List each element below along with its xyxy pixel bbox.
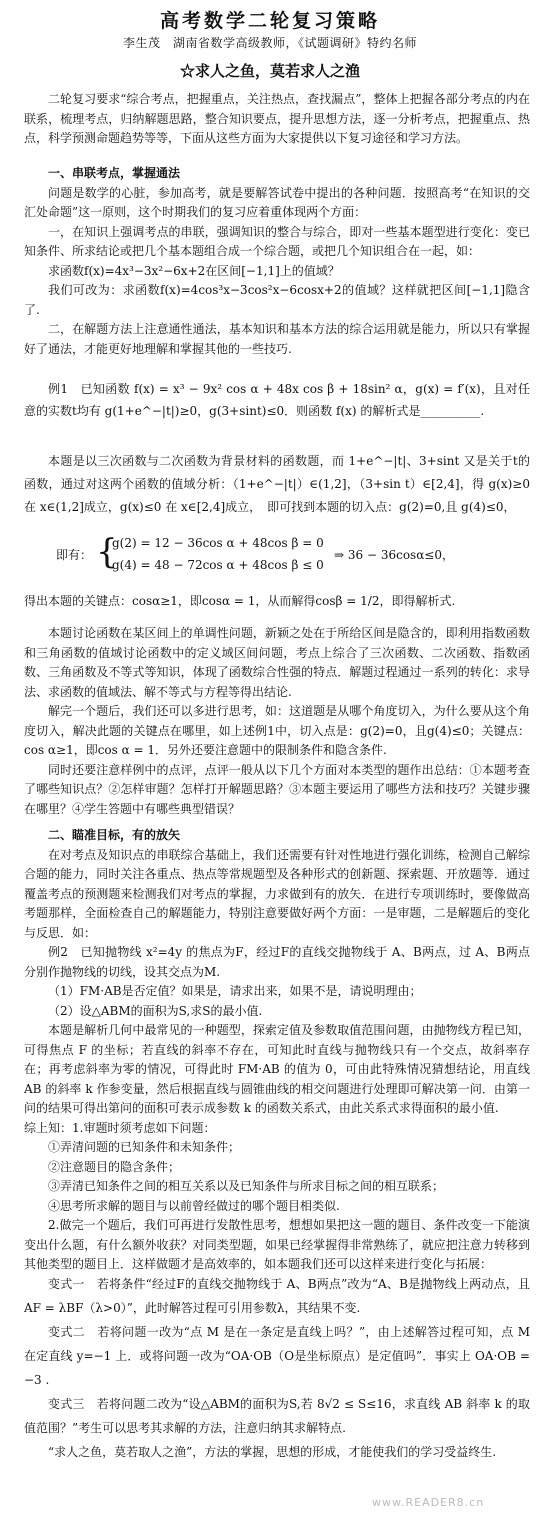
section-1: 一、串联考点，掌握通法 问题是数学的心脏，参加高考，就是要解答试卷中提出的各种问题．按照高考“在知识的交汇处命题”这一原则，这个时期我们的复习应着重体现两个方面： 一，在知识上强调考点的串联，强调知识的整合与综合，即对一些基本题型进行变化：变已知条件、所求结论或把几个基本题组合成一个综合题，或把几个知识组合在一起，如： 求函数f(x)=4x³−3x²−6x+2在区间[−1,1]上的值域？ 我们可改为：求函数f(x)=4cos³x−3cos²x−6cosx+2的值域？这样就把区间[−1,1]隐含了. 二，在解题方法上注意通性通法，基本知识和基本方法的综合运用就是能力，所以只有掌握好了通法，才能更好地理解和掌握其他的一些技巧. bbox=[24, 166, 530, 356]
equation-system: 即有： { g(2) = 12 − 36cos α + 48cos β = 0 g(4) = 48 − 72cos α + 48cos β ≤ 0 ⇒ 36 − 36cosα≤0， bbox=[56, 532, 454, 572]
example-1 bbox=[24, 378, 530, 422]
example-2-statement: 例2 已知抛物线 x²=4y 的焦点为F，经过F的直线交抛物线于 A、B两点，过 A、B两点分别作抛物线的切线，设其交点为M. bbox=[24, 945, 530, 979]
example-1-statement: 例1 已知函数 f(x) = x³ − 9x² cos α + 48x cos β + 18sin² α，g(x) = f′(x)，且对任意的实数t均有 g(1+e^−|t|)≥0，g(3+sint)≤0．则函数 f(x) 的解析式是__________. bbox=[24, 382, 530, 418]
closing-paragraph: “求人之鱼，莫若取人之渔”，方法的掌握，思想的形成，才能使我们的学习受益终生. bbox=[48, 1445, 497, 1459]
site-watermark: www.READER8.cn bbox=[372, 1496, 485, 1509]
variation-3: 变式三 若将问题二改为“设△ABM的面积为S,若 8√2 ≤ S≤16，求直线 AB 斜率 k 的取值范围？”考生可以思考其求解的方法，注意归纳其求解特点. bbox=[24, 1397, 530, 1435]
section-2: 二、瞄准目标，有的放矢 在对考点及知识点的串联综合基础上，我们还需要有针对性地进行强化训练，检测自己解综合题的能力，同时关注各重点、热点等常规题型及各种形式的创新题、探索题、开放题等．通过覆盖考点的预测题来检测我们对考点的掌握，力求做到有的放矢．在进行专项训练时，要像做高考题那样，全面检查自己的解题能力，特别注意要做好两个方面：一是审题，二是解题后的变化与反思．如： 例2 已知抛物线 x²=4y 的焦点为F，经过F的直线交抛物线于 A、B两点，过 A、B两点分别作抛物线的切线，设其交点为M. （1）FM·AB是否定值？如果是，请求出来，如果不是，请说明理由； （2）设△ABM的面积为S,求S的最小值. 本题是解析几何中最常见的一种题型，探索定值及参数取值范围问题，由抛物线方程已知，可得焦点 F 的坐标；若直线的斜率不存在，可知此时直线与抛物线只有一个交点，故斜率存在；再考虑斜率为零的情况，可得此时 FM·AB 的值为 0，可由此特殊情况猜想结论，用直线 AB 的斜率 k 作参变量，然后根据直线与圆锥曲线的相交问题进行处理即可解决第一问．由第一问的结果可得出第问的面积可表示成参数 k 的函数关系式，由此关系式求得面积的最小值. 综上知：1.审题时须考虑如下问题： ①弄清问题的已知条件和未知条件； ②注意题目的隐含条件； ③弄清已知条件之间的相互关系以及已知条件与所求目标之间的相互联系； ④思考所求解的题目与以前曾经做过的哪个题目相类似. 2.做完一个题后，我们可再进行发散性思考，想想如果把这一题的题目、条件改变一下能演变出什么题，有什么额外收获？对同类型题，如果已经掌握得非常熟练了，就应把注意力转移到其他类型的题目上．这样做题才是高效率的，如本题我们还可以这样来进行变化与拓展： bbox=[24, 828, 530, 1271]
example-1-key-point: 得出本题的关键点：cosα≥1，即cosα = 1，从而解得cosβ = 1/2，即得解析式. bbox=[24, 594, 456, 608]
section-1-heading: 一、串联考点，掌握通法 bbox=[48, 166, 181, 180]
author-byline: 李生茂 湖南省数学高级教师，《试题调研》特约名师 bbox=[122, 36, 417, 50]
system-brace: { bbox=[96, 532, 118, 572]
intro-paragraph: 二轮复习要求“综合考点，把握重点，关注热点，查找漏点”，整体上把握各部分考点的内在联系，梳理考点，归纳解题思路，整合知识要点，提升思想方法，逐一分析考点，把握重点、热点，科学预测命题趋势等等，下面从这些方面为大家提供以下复习途径和学习方法。 bbox=[24, 92, 530, 145]
example-1-analysis: 本题是以三次函数与二次函数为背景材料的函数题，而 1+e^−|t|、3+sint 又是关于t的函数，通过对这两个函数的值域分析：（1+e^−|t|）∈(1,2]，（3+sin t）∈[2,4]，得 g(x)≥0 在 x∈(1,2]成立，g(x)≤0 在 x∈[2,4]成立， 即可找到本题的切入点：g(2)=0,且 g(4)≤0， bbox=[24, 454, 530, 514]
variations bbox=[24, 1272, 530, 1464]
motto-heading: ☆求人之鱼，莫若求人之渔 bbox=[179, 62, 360, 80]
document-title: 高考数学二轮复习策略 bbox=[159, 10, 380, 32]
variation-1: 变式一 若将条件“经过F的直线交抛物线于 A、B两点”改为“A、B是抛物线上两动点，且 AF = λBF（λ>0）”，此时解答过程可引用参数λ，其结果不变. bbox=[24, 1277, 530, 1315]
section-2-heading: 二、瞄准目标，有的放矢 bbox=[48, 828, 181, 842]
variation-2: 变式二 若将问题一改为“点 M 是在一条定是直线上吗？”，由上述解答过程可知，点 M 在定直线 y=−1 上．或将问题一改为“OA·OB（O是坐标原点）是定值吗”．事实上 OA·OB = −3 . bbox=[24, 1325, 530, 1387]
example-1-discussion: 本题讨论函数在某区间上的单调性问题，新颖之处在于所给区间是隐含的，即利用指数函数和三角函数的值域讨论函数中的定义域区间问题，考点上综合了三次函数、二次函数、指数函数、三角函数及不等式等知识，体现了函数综合性强的特点．解题过程通过一系列的转化：求导法、求函数的值域法、解不等式与方程等得出结论. 解完一个题后，我们还可以多进行思考，如：这道题是从哪个角度切入，为什么要从这个角度切入，解决此题的关键点在哪里，如上述例1中，切入点是：g(2)=0，且g(4)≤0；关键点：cos α≥1，即cos α = 1．另外还要注意题中的限制条件和隐含条件. 同时还要注意样例中的点评，点评一般从以下几个方面对本类型的题作出总结：①本题考查了哪些知识点？②怎样审题？怎样打开解题思路？③本题主要运用了哪些方法和技巧？关键步骤在哪里？④学生答题中有哪些典型错误？ bbox=[24, 626, 530, 816]
